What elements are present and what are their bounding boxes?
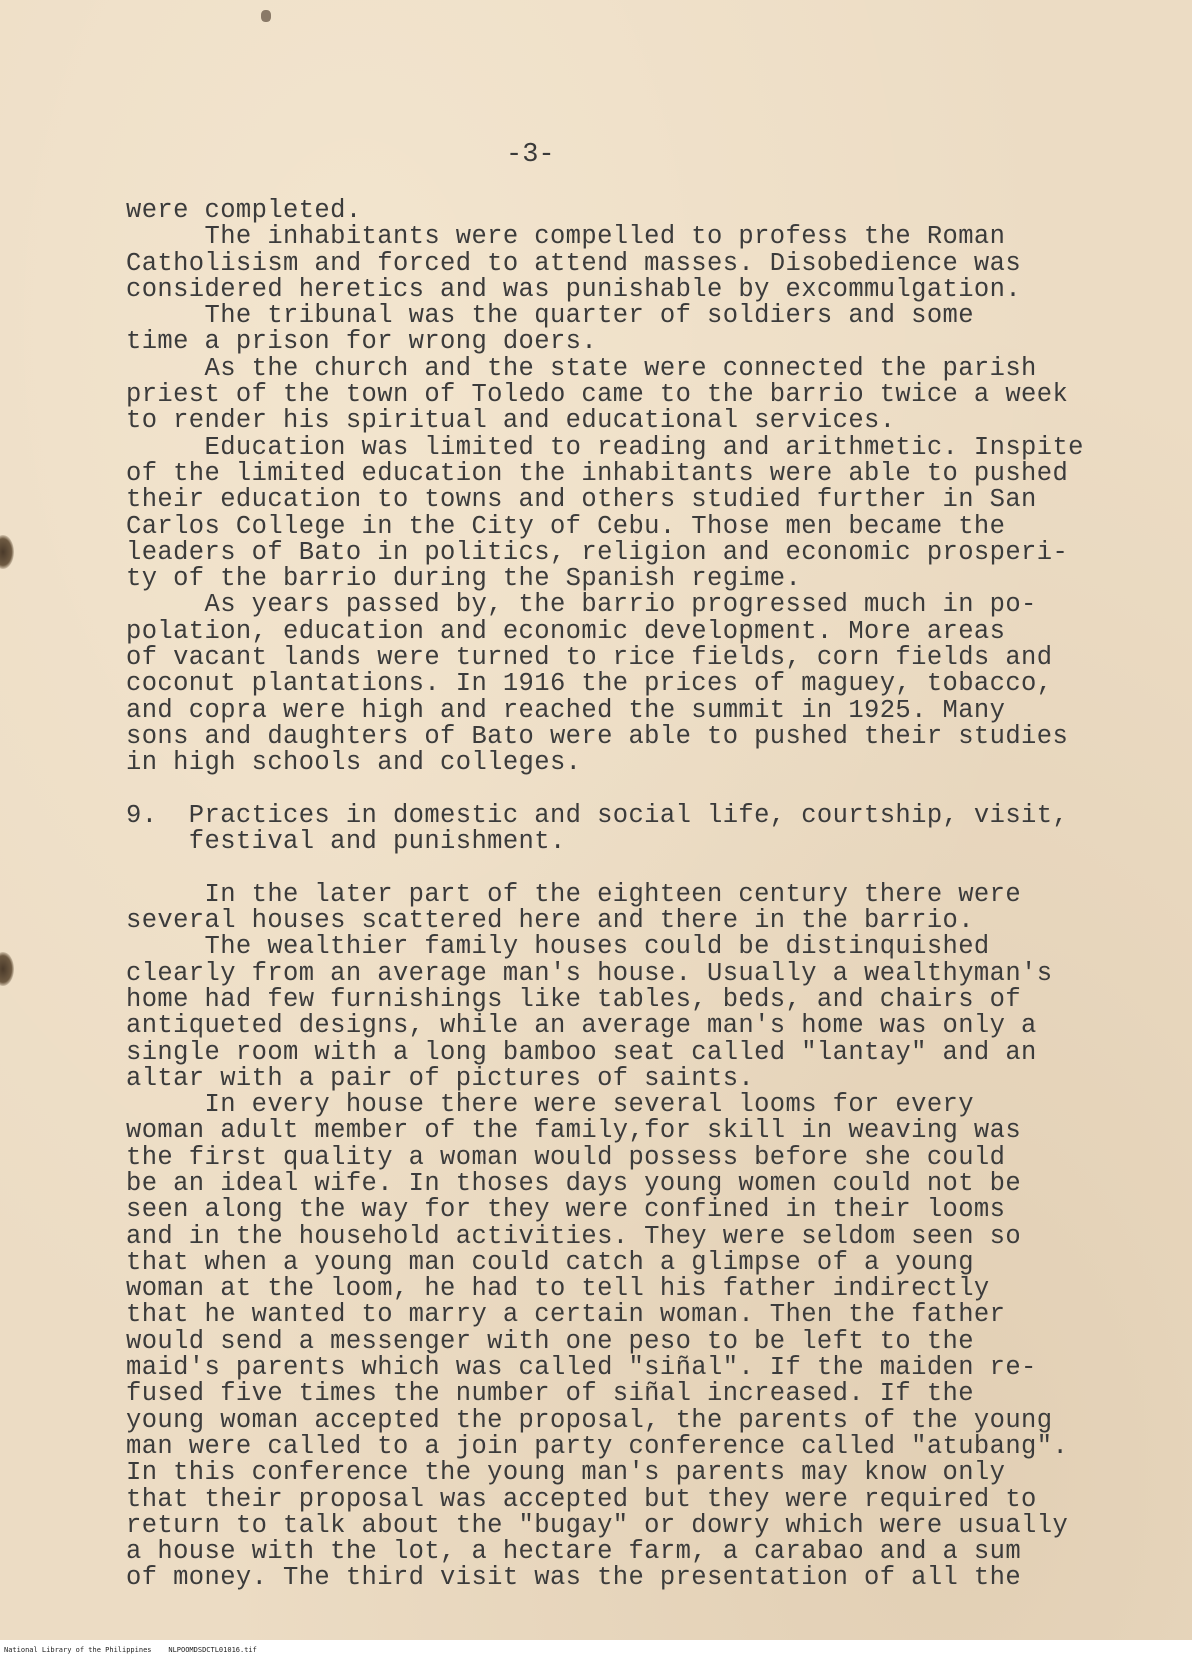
text-line: Catholisism and forced to attend masses. Disobedience was xyxy=(126,248,1022,278)
text-line: maid's parents which was called "siñal". If the maiden re- xyxy=(126,1353,1037,1383)
text-line: sons and daughters of Bato were able to pushed their studies xyxy=(126,721,1069,751)
scan-footer: National Library of the Philippines NLPOOMDSDCTL01016.tif xyxy=(4,1646,257,1654)
text-line: seen along the way for they were confined in their looms xyxy=(126,1195,1006,1225)
text-line: fused five times the number of siñal increased. If the xyxy=(126,1379,974,1409)
text-line: ty of the barrio during the Spanish regime. xyxy=(126,564,802,594)
text-line: and in the household activities. They were seldom seen so xyxy=(126,1221,1022,1251)
text-line: coconut plantations. In 1916 the prices of maguey, tobacco, xyxy=(126,669,1053,699)
text-line: return to talk about the "bugay" or dowry which were usually xyxy=(126,1510,1069,1540)
practices-paragraphs xyxy=(126,879,1086,1593)
text-line: Carlos College in the City of Cebu. Those men became the xyxy=(126,511,1006,541)
text-line: Education was limited to reading and arithmetic. Inspite xyxy=(126,432,1084,462)
typewritten-text xyxy=(126,198,1086,1592)
section-heading-9 xyxy=(126,800,1086,857)
text-line: time a prison for wrong doers. xyxy=(126,327,598,357)
text-line: polation, education and economic development. More areas xyxy=(126,616,1006,646)
text-line: in high schools and colleges. xyxy=(126,748,582,778)
text-line: festival and punishment. xyxy=(126,827,566,857)
text-line: 9. Practices in domestic and social life, courtship, visit, xyxy=(126,800,1069,830)
text-line: As years passed by, the barrio progressed much in po- xyxy=(126,590,1037,620)
text-line: to render his spiritual and educational services. xyxy=(126,406,896,436)
text-line: As the church and the state were connected the parish xyxy=(126,353,1037,383)
text-line: several houses scattered here and there in the barrio. xyxy=(126,906,974,936)
text-line: be an ideal wife. In thoses days young women could not be xyxy=(126,1168,1022,1198)
text-line: The wealthier family houses could be distinquished xyxy=(126,932,990,962)
text-line: the first quality a woman would possess before she could xyxy=(126,1142,1006,1172)
text-line: In the later part of the eighteen century there were xyxy=(126,879,1022,909)
text-line: woman adult member of the family,for skill in weaving was xyxy=(126,1116,1022,1146)
text-line: leaders of Bato in politics, religion and economic prosperi- xyxy=(126,537,1069,567)
text-line: that he wanted to marry a certain woman. Then the father xyxy=(126,1300,1006,1330)
text-line: antiqueted designs, while an average man's home was only a xyxy=(126,1011,1037,1041)
history-paragraphs xyxy=(126,198,1086,777)
paper-speck xyxy=(261,10,271,22)
text-line: woman at the loom, he had to tell his father indirectly xyxy=(126,1274,990,1304)
text-line: altar with a pair of pictures of saints. xyxy=(126,1063,755,1093)
text-line: that when a young man could catch a glimpse of a young xyxy=(126,1247,974,1277)
page-number: -3- xyxy=(506,140,555,170)
text-line: and copra were high and reached the summit in 1925. Many xyxy=(126,695,1006,725)
text-line: clearly from an average man's house. Usually a wealthyman's xyxy=(126,958,1053,988)
text-line: their education to towns and others studied further in San xyxy=(126,485,1037,515)
text-line: young woman accepted the proposal, the parents of the young xyxy=(126,1405,1053,1435)
text-line: The tribunal was the quarter of soldiers and some xyxy=(126,301,974,331)
text-line: The inhabitants were compelled to profess the Roman xyxy=(126,222,1006,252)
binding-hole-top xyxy=(0,535,14,569)
text-line: priest of the town of Toledo came to the barrio twice a week xyxy=(126,380,1069,410)
text-line: that their proposal was accepted but they were required to xyxy=(126,1484,1037,1514)
text-line: considered heretics and was punishable by excommulgation. xyxy=(126,274,1022,304)
text-line: a house with the lot, a hectare farm, a carabao and a sum xyxy=(126,1537,1022,1567)
text-line: man were called to a join party conference called "atubang". xyxy=(126,1431,1069,1461)
text-line: were completed. xyxy=(126,196,362,225)
text-line: In every house there were several looms for every xyxy=(126,1090,974,1120)
text-line: single room with a long bamboo seat called "lantay" and an xyxy=(126,1037,1037,1067)
text-line: of vacant lands were turned to rice fields, corn fields and xyxy=(126,643,1053,673)
text-line: of the limited education the inhabitants were able to pushed xyxy=(126,458,1069,488)
text-line: home had few furnishings like tables, beds, and chairs of xyxy=(126,984,1022,1014)
text-line: In this conference the young man's parents may know only xyxy=(126,1458,1006,1488)
text-line: would send a messenger with one peso to be left to the xyxy=(126,1326,974,1356)
section-gap xyxy=(126,777,1086,803)
binding-hole-bottom xyxy=(0,952,14,986)
text-line: of money. The third visit was the presentation of all the xyxy=(126,1563,1022,1593)
section-gap xyxy=(126,855,1086,881)
